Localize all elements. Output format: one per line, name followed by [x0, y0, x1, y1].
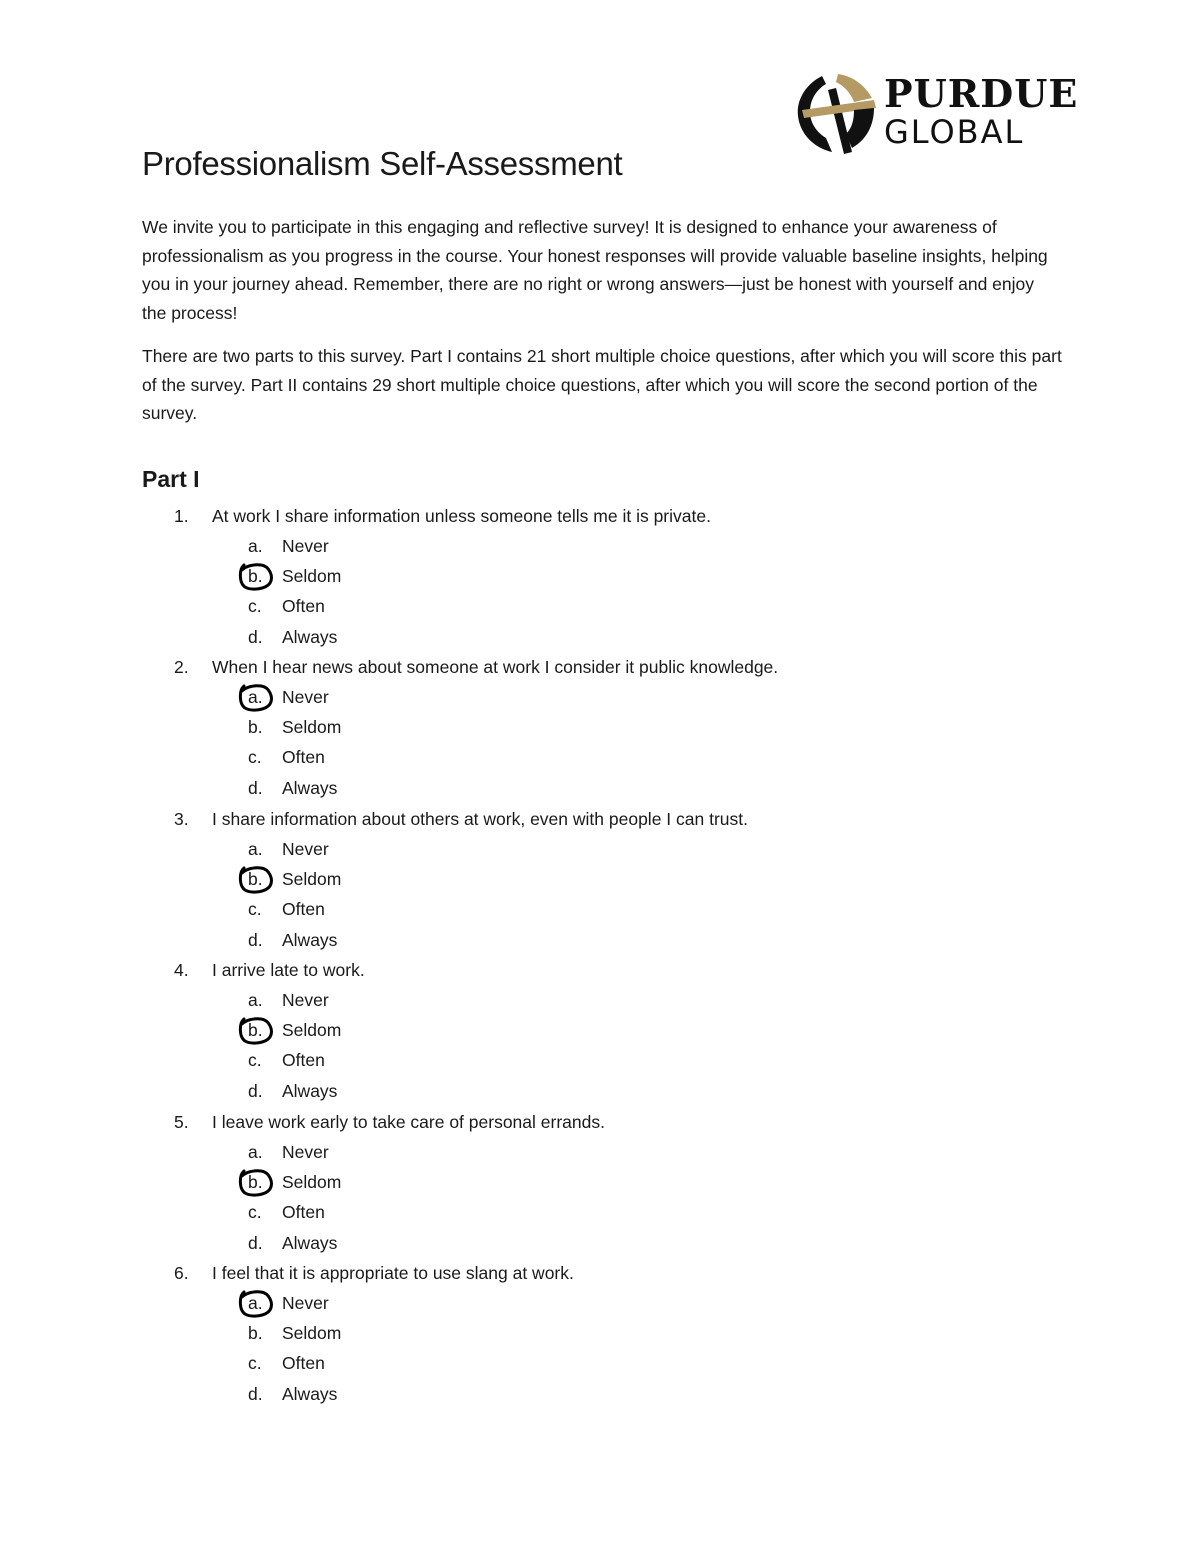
option-letter: d. — [248, 778, 263, 799]
question-item — [0, 657, 1200, 808]
option-label: Never — [282, 1292, 329, 1313]
question-text: I arrive late to work. — [212, 960, 365, 981]
globe-logo-icon — [792, 70, 878, 156]
option-label: Always — [282, 627, 338, 647]
purdue-global-logo — [792, 70, 1082, 156]
answer-option[interactable] — [0, 1323, 600, 1353]
answer-option[interactable] — [0, 1081, 600, 1111]
option-label: Never — [282, 687, 329, 708]
answer-option[interactable] — [0, 1142, 600, 1172]
question-list — [0, 506, 1200, 1414]
logo-wordmark — [884, 71, 1079, 151]
option-label: Seldom — [282, 717, 342, 738]
option-letter: a. — [248, 687, 263, 708]
option-letter: d. — [248, 929, 263, 950]
option-label: Always — [282, 1383, 338, 1404]
option-letter: b. — [248, 1322, 263, 1343]
option-letter: c. — [248, 596, 262, 616]
option-letter: c. — [248, 898, 262, 919]
question-item — [0, 506, 1200, 657]
answer-option[interactable] — [0, 627, 600, 657]
answer-option[interactable] — [0, 839, 600, 869]
option-letter: c. — [248, 1201, 262, 1222]
option-label: Never — [282, 990, 329, 1011]
answer-option[interactable] — [0, 1293, 600, 1323]
question-item — [0, 960, 1200, 1111]
option-label: Often — [282, 596, 325, 616]
answer-option[interactable] — [0, 596, 600, 626]
handwritten-circle-mark — [236, 1167, 274, 1197]
option-label: Often — [282, 898, 325, 919]
answer-option[interactable] — [0, 1020, 600, 1050]
handwritten-circle-mark — [236, 561, 274, 591]
option-label: Seldom — [282, 566, 342, 586]
intro-paragraph-1: We invite you to participate in this engaging and reflective survey! It is designed to enhance your awareness of professionalism as you progress in the course. Your honest responses will provide valuable baseline insights, helping you in your journey ahead. Remember, there are no right or wrong answers—just be honest with yourself and enjoy the process! — [142, 217, 1048, 323]
question-item — [0, 809, 1200, 960]
answer-option[interactable] — [0, 1202, 600, 1232]
option-letter: d. — [248, 627, 263, 647]
option-letter: d. — [248, 1232, 263, 1253]
answer-option[interactable] — [0, 990, 600, 1020]
option-label: Always — [282, 1081, 338, 1102]
question-number: 1. — [174, 506, 189, 526]
option-letter: a. — [248, 1292, 263, 1313]
option-letter: c. — [248, 1050, 262, 1071]
option-letter: b. — [248, 566, 263, 586]
answer-option[interactable] — [0, 1353, 600, 1383]
option-letter: a. — [248, 536, 263, 556]
option-letter: b. — [248, 717, 263, 738]
logo-line-global: GLOBAL — [884, 113, 1025, 151]
option-letter: a. — [248, 990, 263, 1011]
option-label: Often — [282, 1050, 325, 1071]
option-label: Seldom — [282, 868, 342, 889]
option-label: Always — [282, 1232, 338, 1253]
handwritten-circle-mark — [236, 682, 274, 712]
option-letter: b. — [248, 1171, 263, 1192]
answer-option[interactable] — [0, 930, 600, 960]
part-heading: Part I — [142, 466, 200, 492]
logo-line-purdue: PURDUE — [884, 71, 1079, 116]
answer-option[interactable] — [0, 1050, 600, 1080]
answer-option[interactable] — [0, 869, 600, 899]
answer-option[interactable] — [0, 717, 600, 747]
option-label: Seldom — [282, 1171, 342, 1192]
handwritten-circle-mark — [236, 1015, 274, 1045]
intro-paragraph-2: There are two parts to this survey. Part I contains 21 short multiple choice questions, after which you will score this part of the survey. Part II contains 29 short multiple choice questions, after which you will score the second portion of the survey. — [142, 346, 1062, 423]
option-label: Never — [282, 1141, 329, 1162]
option-label: Seldom — [282, 1322, 342, 1343]
handwritten-circle-mark — [236, 864, 274, 894]
option-label: Often — [282, 1201, 325, 1222]
option-letter: a. — [248, 1141, 263, 1162]
question-number: 5. — [174, 1111, 189, 1132]
answer-option[interactable] — [0, 1233, 600, 1263]
option-label: Often — [282, 1352, 325, 1373]
option-label: Always — [282, 929, 338, 950]
question-number: 4. — [174, 960, 189, 981]
question-text: When I hear news about someone at work I consider it public knowledge. — [212, 657, 779, 678]
question-number: 6. — [174, 1262, 189, 1283]
question-text: I feel that it is appropriate to use slang at work. — [212, 1262, 574, 1283]
question-text: I share information about others at work, even with people I can trust. — [212, 808, 748, 829]
option-letter: d. — [248, 1081, 263, 1102]
handwritten-circle-mark — [236, 1288, 274, 1318]
option-letter: a. — [248, 838, 263, 859]
option-letter: d. — [248, 1383, 263, 1404]
answer-option[interactable] — [0, 899, 600, 929]
question-text: At work I share information unless someone tells me it is private. — [212, 506, 711, 526]
question-number: 3. — [174, 808, 189, 829]
answer-option[interactable] — [0, 778, 600, 808]
option-label: Often — [282, 747, 325, 768]
answer-option[interactable] — [0, 1384, 600, 1414]
answer-option[interactable] — [0, 687, 600, 717]
question-item — [0, 1112, 1200, 1263]
option-letter: b. — [248, 868, 263, 889]
answer-option[interactable] — [0, 747, 600, 777]
question-item — [0, 1263, 1200, 1414]
option-letter: c. — [248, 1352, 262, 1373]
option-label: Never — [282, 536, 329, 556]
page-title: Professionalism Self-Assessment — [142, 145, 623, 182]
question-text: I leave work early to take care of personal errands. — [212, 1111, 605, 1132]
answer-option[interactable] — [0, 566, 600, 596]
option-label: Never — [282, 838, 329, 859]
answer-option[interactable] — [0, 536, 600, 566]
question-number: 2. — [174, 657, 189, 678]
option-label: Seldom — [282, 1020, 342, 1041]
answer-option[interactable] — [0, 1172, 600, 1202]
option-label: Always — [282, 778, 338, 799]
option-letter: b. — [248, 1020, 263, 1041]
option-letter: c. — [248, 747, 262, 768]
